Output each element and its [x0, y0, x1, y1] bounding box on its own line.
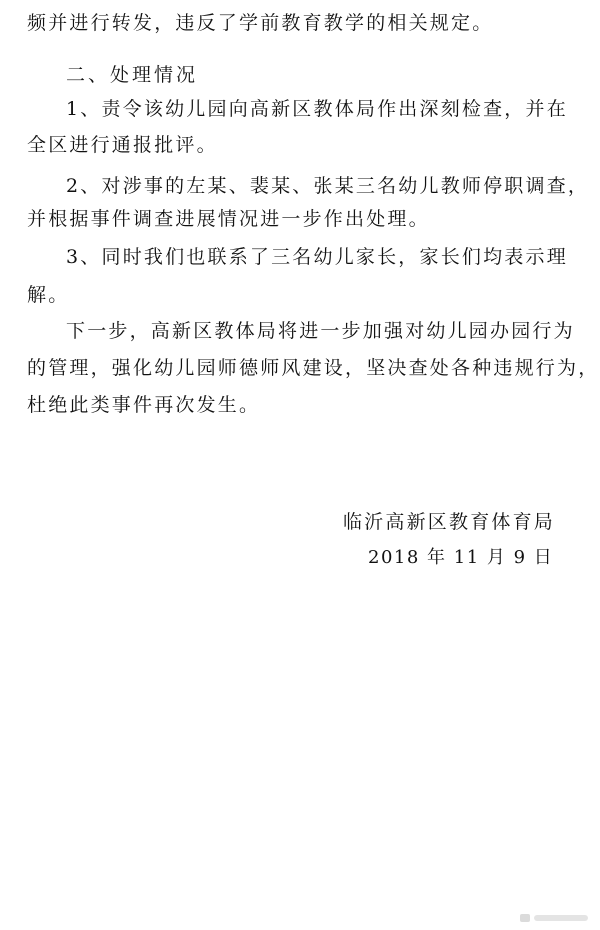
- paragraph-line: 的管理，强化幼儿园师德师风建设，坚决查处各种违规行为，: [27, 357, 600, 379]
- paragraph-line: 杜绝此类事件再次发生。: [27, 394, 261, 416]
- watermark-icon: [520, 912, 590, 924]
- paragraph-line: 下一步，高新区教体局将进一步加强对幼儿园办园行为: [66, 320, 575, 342]
- paragraph-line: 3、同时我们也联系了三名幼儿家长，家长们均表示理: [66, 246, 568, 268]
- signature-organization: 临沂高新区教育体育局: [343, 511, 556, 533]
- paragraph-line: 频并进行转发，违反了学前教育教学的相关规定。: [27, 12, 494, 34]
- section-heading: 二、处理情况: [66, 64, 199, 86]
- paragraph-line: 解。: [27, 284, 70, 306]
- paragraph-line: 全区进行通报批评。: [27, 134, 218, 156]
- paragraph-line: 2、对涉事的左某、裴某、张某三名幼儿教师停职调查，: [66, 175, 590, 197]
- signature-date: 2018 年 11 月 9 日: [368, 547, 554, 568]
- paragraph-line: 并根据事件调查进展情况进一步作出处理。: [27, 208, 430, 230]
- paragraph-line: 1、责令该幼儿园向高新区教体局作出深刻检查，并在: [66, 98, 568, 120]
